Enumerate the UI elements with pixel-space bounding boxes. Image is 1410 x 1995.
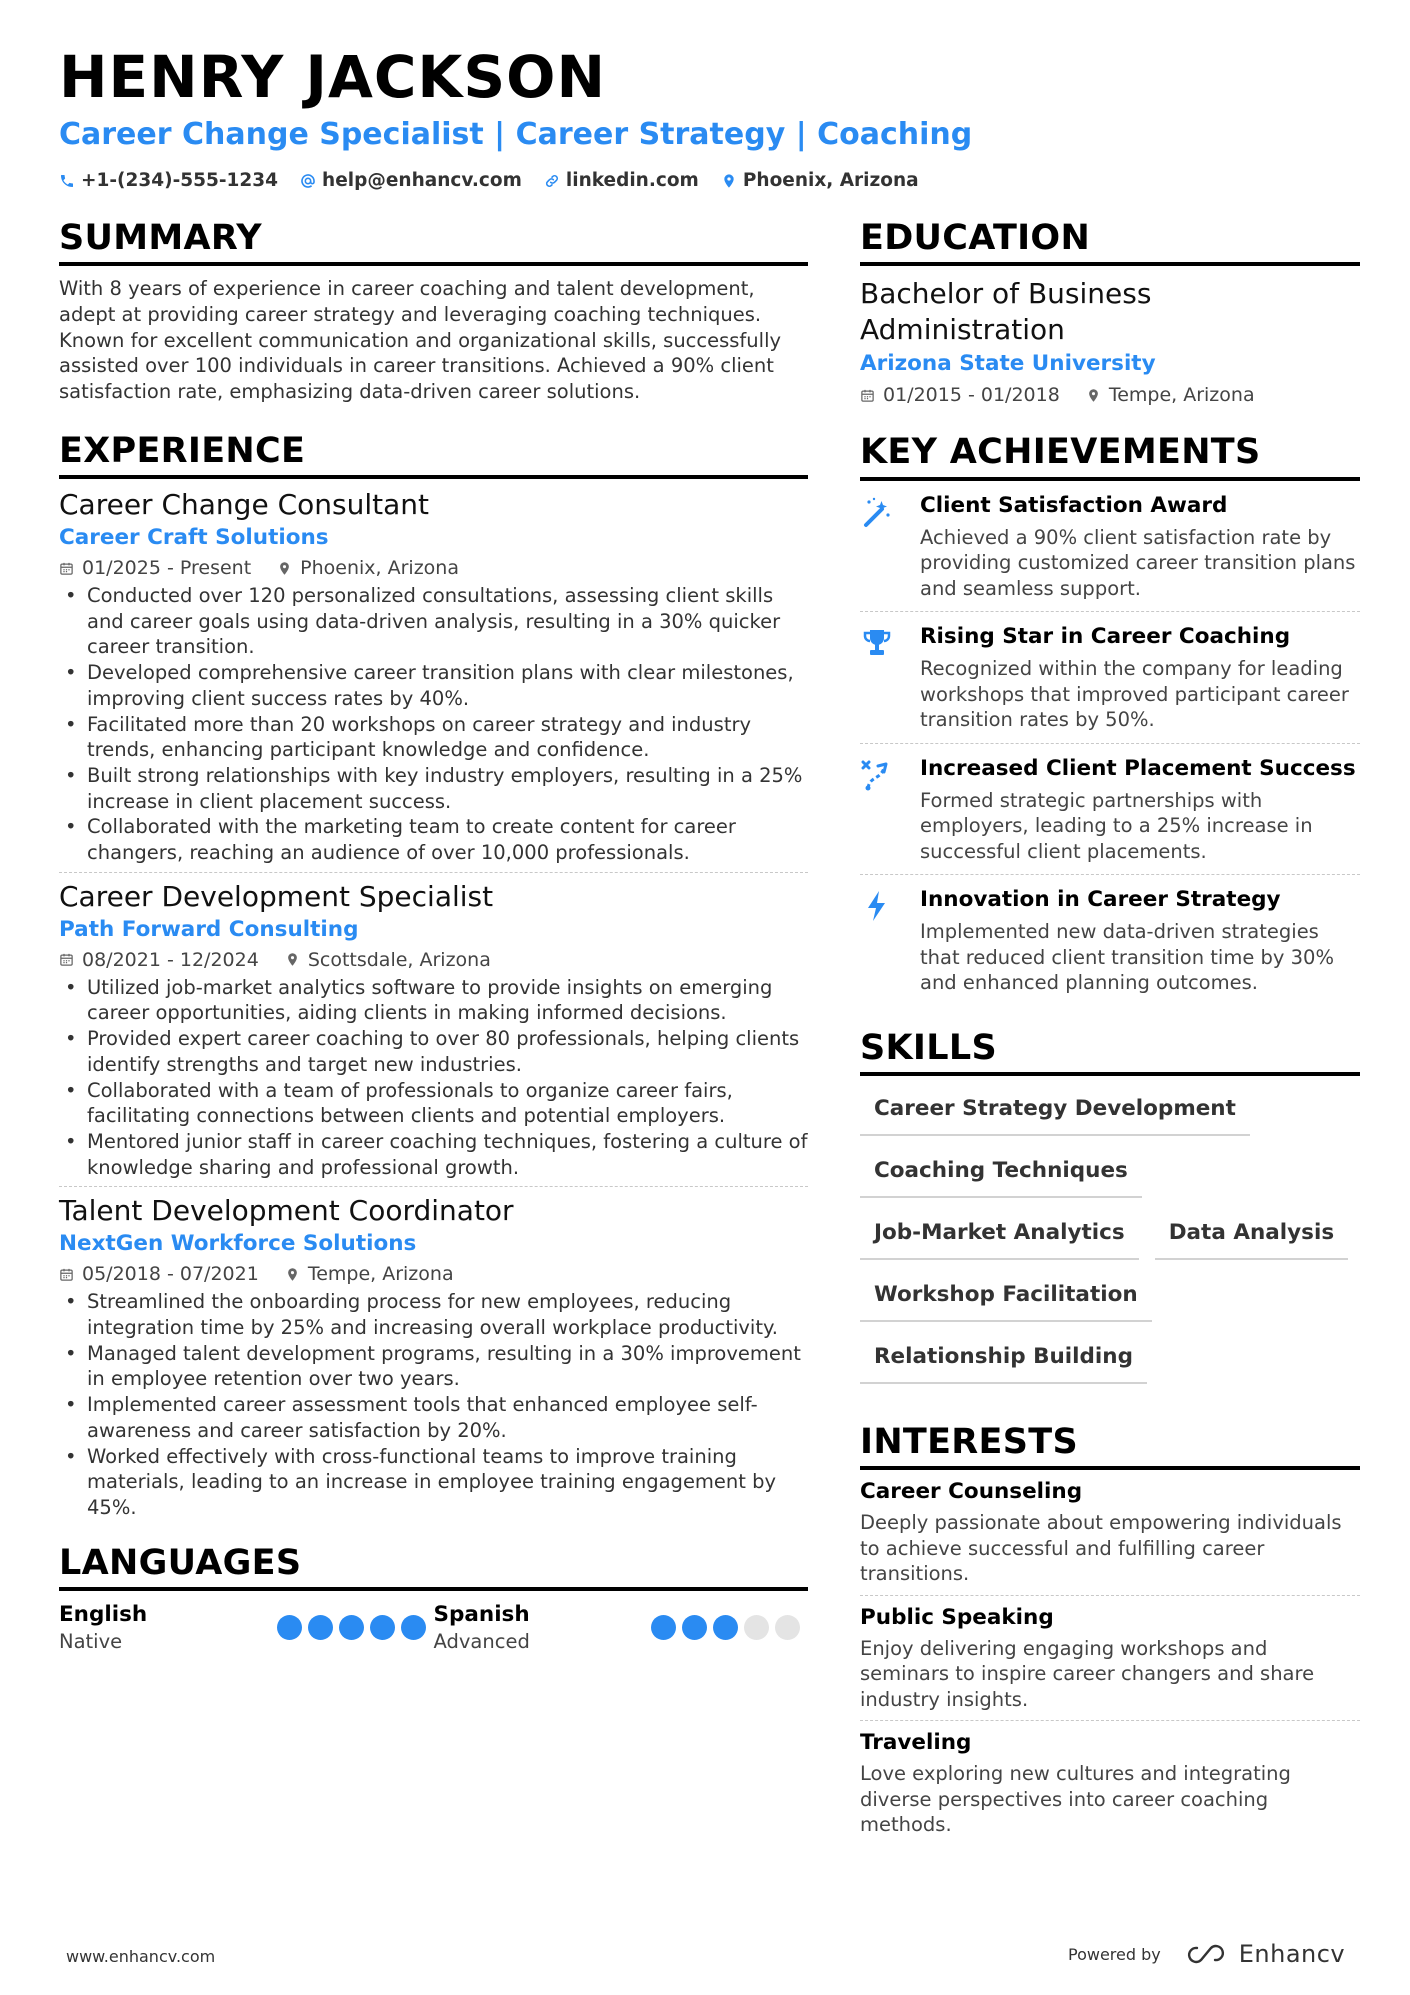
contact-linkedin-text: linkedin.com [565, 170, 699, 191]
contact-location [721, 170, 919, 191]
interest-title: Public Speaking [860, 1604, 1054, 1630]
achievement-item [860, 612, 1360, 744]
rating-dot-filled [651, 1615, 676, 1640]
trophy-icon [860, 626, 894, 660]
interests-section [860, 1422, 1360, 1846]
interest-title: Traveling [860, 1730, 972, 1755]
education-location [1086, 380, 1255, 410]
rating-dot-filled [370, 1615, 395, 1640]
job-dates [59, 945, 259, 975]
skill-tag: Relationship Building [860, 1332, 1147, 1384]
job-entry [59, 872, 808, 1187]
job-location-text: Phoenix, Arizona [300, 557, 459, 580]
languages-heading: LANGUAGES [59, 1543, 808, 1591]
job-meta [59, 945, 808, 975]
education-meta [860, 380, 1360, 410]
right-column [860, 218, 1360, 1846]
job-title: Career Development Specialist [59, 879, 494, 913]
language-level: Advanced [433, 1629, 530, 1653]
job-company: Path Forward Consulting [59, 916, 359, 942]
footer-branding [1068, 1940, 1345, 1968]
job-title: Career Change Consultant [59, 488, 429, 522]
job-location [277, 553, 459, 583]
achievement-title: Increased Client Placement Success [920, 755, 1356, 781]
lightning-icon [860, 889, 894, 923]
achievement-icon-wrap [860, 491, 902, 602]
candidate-name: HENRY JACKSON [59, 43, 606, 111]
job-company: NextGen Workforce Solutions [59, 1231, 417, 1257]
contact-location-text: Phoenix, Arizona [742, 170, 919, 191]
languages-section [59, 1543, 808, 1655]
job-bullet: • Conducted over 120 personalized consultations, assessing client skills and career goals using data-driven analysis, resulting in a 30% quicker career transition. [59, 583, 808, 660]
calendar-icon [860, 388, 875, 403]
job-bullet: • Provided expert career coaching to over 80 professionals, helping clients identify strengths and target new industries. [59, 1026, 808, 1077]
interest-item [860, 1596, 1360, 1722]
powered-by-label: Powered by [1068, 1944, 1161, 1964]
job-bullet: • Implemented career assessment tools that enhanced employee self-awareness and career satisfaction by 20%. [59, 1392, 808, 1443]
job-location [285, 1259, 454, 1289]
job-bullet: • Managed talent development programs, resulting in a 30% improvement in employee retention over two years. [59, 1341, 808, 1392]
achievement-desc: Implemented new data-driven strategies that reduced client transition time by 30% and enhanced planning outcomes. [920, 920, 1334, 994]
achievement-item [860, 481, 1360, 613]
skill-tag: Workshop Facilitation [860, 1270, 1152, 1322]
calendar-icon [59, 952, 74, 967]
contact-phone-text: +1-(234)-555-1234 [81, 170, 279, 191]
achievement-title: Rising Star in Career Coaching [920, 624, 1291, 649]
job-bullet: • Developed comprehensive career transition plans with clear milestones, improving client success rates by 40%. [59, 660, 808, 711]
skills-list [860, 1084, 1360, 1394]
brand-name: Enhancv [1238, 1940, 1346, 1968]
skill-tag: Coaching Techniques [860, 1146, 1142, 1198]
location-icon [285, 1267, 300, 1282]
experience-heading: EXPERIENCE [59, 431, 808, 479]
achievement-desc: Formed strategic partnerships with employers, leading to a 25% increase in successful client placements. [920, 788, 1313, 863]
interest-title: Career Counseling [860, 1479, 1083, 1504]
achievement-item [860, 744, 1360, 876]
education-heading: EDUCATION [860, 218, 1360, 266]
skill-tag: Data Analysis [1155, 1208, 1348, 1260]
rating-dot-empty [744, 1615, 769, 1640]
job-bullet: • Streamlined the onboarding process for new employees, reducing integration time by 25% and increasing overall workplace productivity. [59, 1289, 808, 1340]
job-bullets [59, 1289, 808, 1520]
job-company: Career Craft Solutions [59, 525, 329, 551]
job-dates [59, 1259, 259, 1289]
strategy-icon [860, 758, 894, 792]
job-bullet: • Worked effectively with cross-functional teams to improve training materials, leading to an increase in employee training engagement by 45%. [59, 1444, 808, 1521]
interest-desc: Enjoy delivering engaging workshops and seminars to inspire career changers and share industry insights. [860, 1636, 1315, 1711]
achievement-desc: Achieved a 90% client satisfaction rate by providing customized career transition plans and seamless support. [920, 525, 1356, 600]
job-title: Talent Development Coordinator [59, 1194, 514, 1228]
link-icon [544, 173, 560, 189]
rating-dot-filled [713, 1615, 738, 1640]
interests-heading: INTERESTS [860, 1422, 1360, 1470]
language-item [434, 1601, 809, 1655]
job-bullet: • Mentored junior staff in career coaching techniques, fostering a culture of knowledge sharing and professional growth. [59, 1129, 808, 1180]
job-dates [59, 553, 251, 583]
location-icon [721, 173, 737, 189]
language-item [59, 1601, 434, 1655]
job-dates-text: 05/2018 - 07/2021 [82, 1263, 259, 1286]
skills-section [860, 1028, 1360, 1394]
phone-icon [59, 173, 75, 189]
education-dates [860, 380, 1060, 410]
rating-dot-filled [308, 1615, 333, 1640]
skill-tag: Job-Market Analytics [860, 1208, 1139, 1260]
job-location [285, 945, 491, 975]
interest-desc: Deeply passionate about empowering individuals to achieve successful and fulfilling career transitions. [860, 1511, 1342, 1585]
location-icon [277, 561, 292, 576]
job-entry [59, 487, 808, 872]
job-meta [59, 1259, 808, 1289]
candidate-title: Career Change Specialist | Career Strategy | Coaching [59, 117, 973, 152]
magic-wand-icon [860, 495, 894, 529]
job-bullet: • Collaborated with the marketing team to create content for career changers, reaching an audience of over 10,000 professionals. [59, 814, 808, 865]
language-rating [651, 1615, 800, 1655]
rating-dot-filled [682, 1615, 707, 1640]
summary-heading: SUMMARY [59, 218, 808, 266]
language-rating [277, 1615, 426, 1655]
rating-dot-empty [775, 1615, 800, 1640]
summary-text: With 8 years of experience in career coaching and talent development, adept at providing career strategy and leveraging coaching techniques. Known for excellent communication and organizational skills, successfully assisted over 100 individuals in career transitions. Achieved a 90% client satisfaction rate, emphasizing data-driven career solutions. [59, 277, 782, 404]
achievement-desc: Recognized within the company for leading workshops that improved participant career transition rates by 50%. [920, 657, 1349, 731]
job-location-text: Scottsdale, Arizona [307, 948, 491, 971]
education-dates-text: 01/2015 - 01/2018 [883, 384, 1060, 407]
job-meta [59, 553, 808, 583]
contact-email[interactable] [300, 170, 522, 191]
rating-dot-filled [277, 1615, 302, 1640]
rating-dot-filled [401, 1615, 426, 1640]
contact-phone[interactable] [59, 170, 278, 191]
job-location-text: Tempe, Arizona [307, 1263, 454, 1286]
job-dates-text: 01/2025 - Present [82, 557, 252, 580]
rating-dot-filled [339, 1615, 364, 1640]
skills-heading: SKILLS [860, 1028, 1360, 1076]
location-icon [285, 952, 300, 967]
achievements-heading: KEY ACHIEVEMENTS [860, 432, 1360, 480]
achievement-icon-wrap [860, 885, 902, 996]
interest-item [860, 1721, 1360, 1846]
interest-desc: Love exploring new cultures and integrating diverse perspectives into career coaching methods. [860, 1762, 1291, 1836]
job-bullet: • Facilitated more than 20 workshops on career strategy and industry trends, enhancing participant knowledge and confidence. [59, 712, 808, 763]
achievement-icon-wrap [860, 622, 902, 733]
education-location-text: Tempe, Arizona [1108, 384, 1255, 407]
language-name: English [59, 1601, 148, 1627]
interest-item [860, 1470, 1360, 1596]
achievement-title: Innovation in Career Strategy [920, 887, 1281, 912]
skill-tag: Career Strategy Development [860, 1084, 1250, 1136]
achievement-title: Client Satisfaction Award [920, 492, 1228, 518]
location-icon [1086, 388, 1101, 403]
job-bullets [59, 975, 808, 1181]
language-name: Spanish [433, 1601, 530, 1627]
education-school: Arizona State University [860, 351, 1156, 377]
job-bullet: • Collaborated with a team of professionals to organize career fairs, facilitating connections between clients and potential employers. [59, 1078, 808, 1129]
job-entry [59, 1186, 808, 1526]
enhancv-logo-icon [1183, 1942, 1229, 1966]
contact-bar [59, 170, 919, 191]
contact-email-text: help@enhancv.com [322, 170, 522, 191]
left-column [59, 218, 808, 1655]
achievement-icon-wrap [860, 754, 902, 865]
job-bullet: • Built strong relationships with key industry employers, resulting in a 25% increase in client placement success. [59, 763, 808, 814]
job-bullet: • Utilized job-market analytics software to provide insights on emerging career opportunities, aiding clients in making informed decisions. [59, 975, 808, 1026]
enhancv-logo[interactable] [1183, 1940, 1345, 1968]
calendar-icon [59, 561, 74, 576]
education-degree: Bachelor of Business Administration [860, 277, 1152, 347]
contact-linkedin[interactable] [544, 170, 699, 191]
at-icon [300, 173, 316, 189]
job-bullets [59, 583, 808, 866]
achievement-item [860, 875, 1360, 1006]
job-dates-text: 08/2021 - 12/2024 [82, 948, 259, 971]
footer-website[interactable]: www.enhancv.com [66, 1947, 216, 1966]
languages-list [59, 1601, 808, 1655]
language-level: Native [59, 1629, 123, 1653]
calendar-icon [59, 1267, 74, 1282]
achievements-section [860, 432, 1360, 1005]
